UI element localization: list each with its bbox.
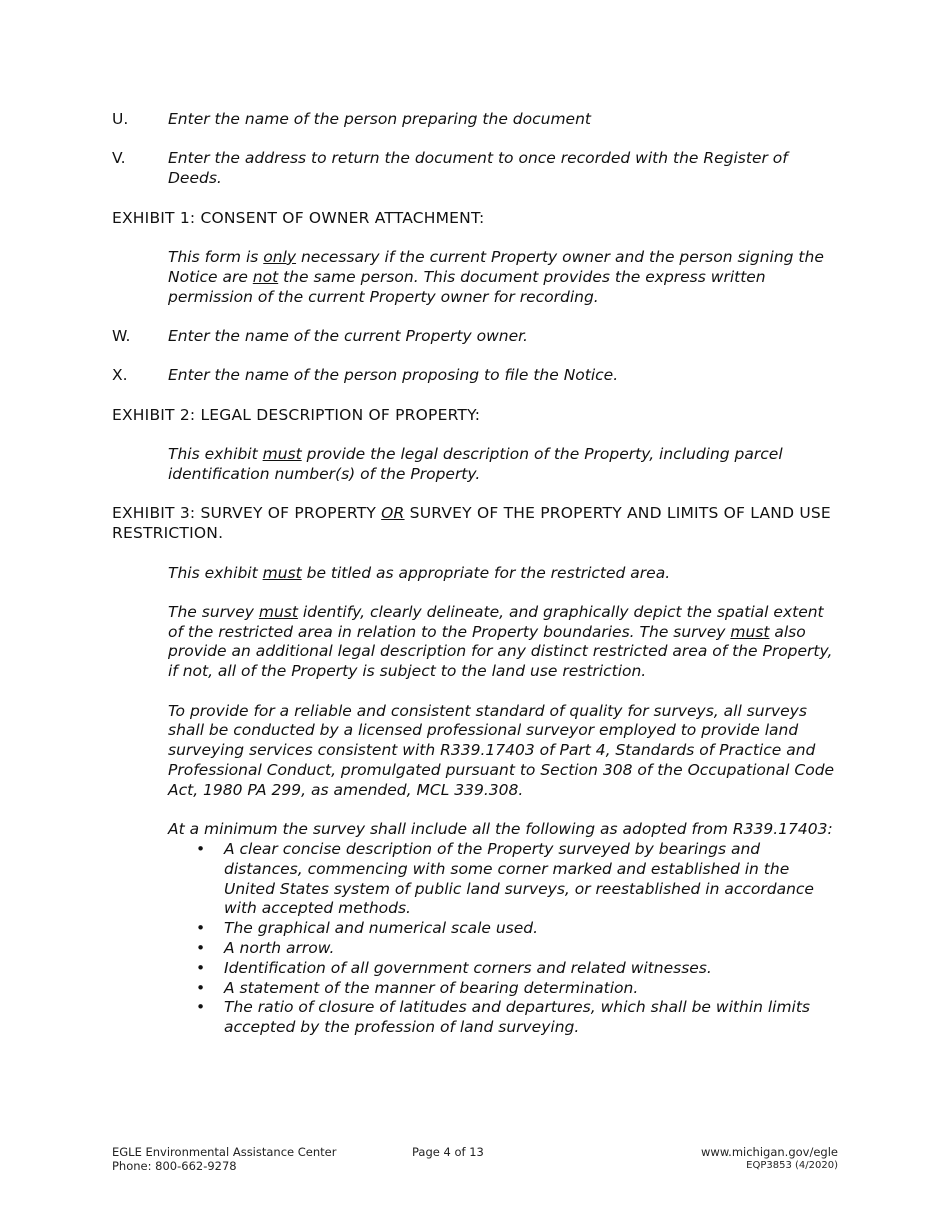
- text-run: be titled as appropriate for the restricted area.: [301, 563, 671, 582]
- underlined-word: OR: [381, 504, 405, 523]
- item-letter: X.: [112, 366, 128, 385]
- list-item: • A statement of the manner of bearing determination.: [224, 979, 838, 999]
- footer-contact: [112, 1145, 336, 1173]
- instruction-item-x: [112, 366, 838, 386]
- item-letter: U.: [112, 110, 129, 128]
- text-run: also provide an additional legal description for any distinct restricted area of the Property, if not, all of the Property is subject to the land use restriction.: [168, 622, 833, 681]
- item-letter: W.: [112, 326, 131, 345]
- text-run: identify, clearly delineate, and graphically depict the spatial extent of the restricted area in relation to the Property boundaries. The survey: [168, 602, 824, 641]
- list-item: • A north arrow.: [224, 939, 838, 959]
- exhibit-1-heading: EXHIBIT 1: CONSENT OF OWNER ATTACHMENT:: [112, 208, 485, 227]
- page-number: Page 4 of 13: [412, 1145, 484, 1159]
- text-run: The survey: [168, 602, 259, 621]
- text-run: This exhibit: [168, 445, 263, 464]
- item-text: Enter the name of the person proposing to file the Notice.: [168, 366, 619, 385]
- exhibit-3-paragraph-1: [168, 564, 838, 584]
- survey-requirements-list: [168, 840, 838, 1038]
- text-run: This form is: [168, 247, 264, 266]
- footer-phone: Phone: 800-662-9278: [112, 1159, 237, 1173]
- list-item: • The ratio of closure of latitudes and departures, which shall be within limits accepted by the profession of land surveying.: [224, 998, 838, 1038]
- underlined-word: must: [730, 622, 770, 641]
- text-run: the same person. This document provides the express written permission of the current Property owner for recording.: [168, 267, 766, 306]
- document-body: [112, 110, 838, 1038]
- form-number: EQP3853 (4/2020): [746, 1160, 838, 1171]
- footer-org: EGLE Environmental Assistance Center: [112, 1145, 337, 1159]
- underlined-word: must: [258, 602, 298, 621]
- exhibit-2-paragraph: [168, 445, 838, 485]
- text-run: SURVEY OF THE PROPERTY AND LIMITS OF LAND USE RESTRICTION.: [112, 504, 831, 543]
- list-item: • A clear concise description of the Property surveyed by bearings and distances, commencing with some corner marked and established in the United States system of public land surveys, or reestablished in accordance with accepted methods.: [224, 840, 838, 919]
- instruction-item-u: [112, 110, 838, 130]
- exhibit-3-paragraph-2: [168, 603, 838, 682]
- text-run: provide the legal description of the Property, including parcel identification number(s) of the Property.: [168, 445, 783, 483]
- underlined-word: not: [252, 267, 279, 286]
- exhibit-3-paragraph-3: To provide for a reliable and consistent standard of quality for surveys, all surveys shall be conducted by a licensed professional surveyor employed to provide land surveying services consistent with R339.17403 of Part 4, Standards of Practice and Professional Conduct, promulgated pursuant to Section 308 of the Occupational Code Act, 1980 PA 299, as amended, MCL 339.308.: [168, 701, 835, 799]
- text-run: necessary if the current Property owner and the person signing the Notice are: [168, 247, 824, 286]
- list-item: • Identification of all government corners and related witnesses.: [224, 959, 838, 979]
- exhibit-1-paragraph: [168, 248, 838, 307]
- instruction-item-w: [112, 327, 838, 347]
- footer-right: [701, 1145, 838, 1173]
- exhibit-3-heading: [112, 504, 838, 544]
- item-text: Enter the address to return the document to once recorded with the Register of Deeds.: [168, 149, 788, 188]
- item-text: Enter the name of the current Property owner.: [168, 326, 528, 345]
- list-item: • The graphical and numerical scale used.: [224, 919, 838, 939]
- footer-url: www.michigan.gov/egle: [701, 1145, 838, 1159]
- underlined-word: only: [263, 247, 297, 266]
- exhibit-2-heading: EXHIBIT 2: LEGAL DESCRIPTION OF PROPERTY:: [112, 405, 481, 424]
- underlined-word: must: [262, 445, 302, 464]
- instruction-item-v: [112, 149, 838, 189]
- text-run: EXHIBIT 3: SURVEY OF PROPERTY: [112, 504, 382, 523]
- item-text: Enter the name of the person preparing the document: [168, 110, 591, 128]
- exhibit-3-paragraph-4: At a minimum the survey shall include all the following as adopted from R339.17403:: [168, 820, 833, 839]
- underlined-word: must: [262, 563, 302, 582]
- text-run: This exhibit: [168, 563, 263, 582]
- item-letter: V.: [112, 149, 126, 168]
